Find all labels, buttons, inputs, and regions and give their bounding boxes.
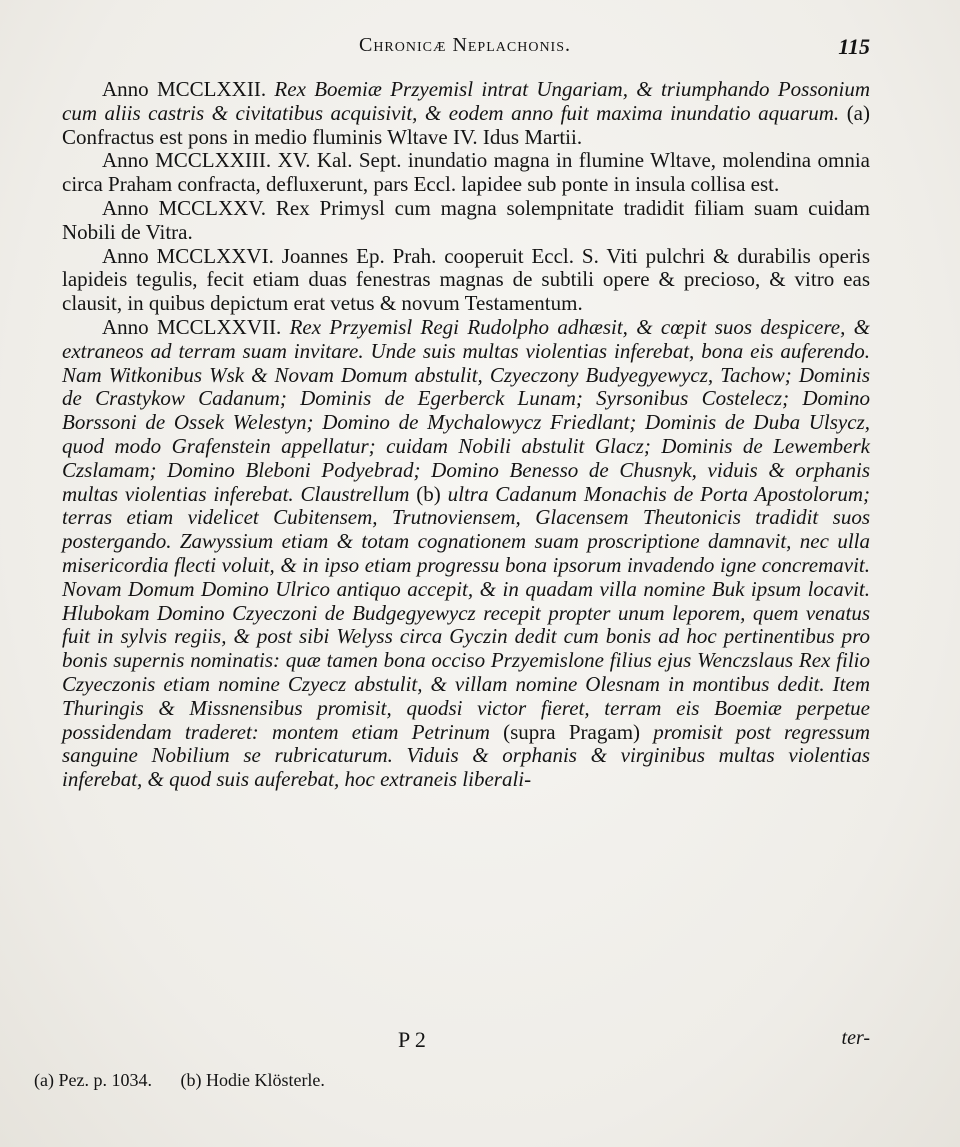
footnotes (34, 1070, 874, 1091)
footnote: (b) Hodie Klösterle. (180, 1070, 325, 1090)
signature-line (0, 1027, 960, 1053)
text-run: (a) Confractus est pons in medio fluminis Wltave IV. Idus Martii. (62, 100, 870, 149)
signature-mark: P 2 (398, 1027, 426, 1052)
italic-run: promisit post regressum sanguine Nobilium se rubricaturum. Viduis & orphanis & virginibus multas violentias inferebat, & quod suis auferebat, hoc extraneis liberali- (62, 719, 870, 792)
text-run: (supra Pragam) (489, 719, 654, 744)
text-run: Anno MCCLXXVII. (102, 314, 290, 339)
italic-run: ultra Cadanum Monachis de Porta Apostolorum; terras etiam videlicet Cubitensem, Trutnoviensem, Glacensem Theutonicis tradidit suos postergando. Zawyssium etiam & totam cognationem suam proscriptione damnavit, nec ulla misericordia flecti voluit, & in ipso etiam progressu bona ipsorum invadendo igne concremavit. Novam Domum Domino Ulrico antiquo accepit, & in quadam villa nomine Buk ipsum locavit. Hlubokam Domino Czyeczoni de Budgegyewycz recepit propter unum leporem, quem venatus fuit in sylvis regiis, & post sibi Welyss circa Gyczin dedit cum bonis ad hoc pertinentibus pro bonis supernis nominatis: quæ tamen bona occiso Przyemislone filius ejus Wenczslaus Rex filio Czyeczonis etiam nomine Czyecz abstulit, & villam nomine Olesnam in montibus dedit. Item Thuringis & Missnensibus promisit, quodsi victor fieret, terram eis Boemiæ perpetue possidendam traderet: montem etiam Petrinum (62, 481, 870, 744)
text-run: Anno MCCLXXII. (102, 77, 275, 101)
text-run: Anno MCCLXXV. Rex Primysl cum magna solempnitate tradidit filiam suam cuidam Nobili de Vitra. (62, 195, 870, 244)
text-run: Anno MCCLXXIII. XV. Kal. Sept. inundatio magna in flumine Wltave, molendina omnia circa Praham confracta, defluxerunt, pars Eccl. lapidee sub ponte in insula collisa est. (62, 148, 870, 197)
footnote: (a) Pez. p. 1034. (34, 1070, 152, 1090)
italic-run: Rex Boemiæ Przyemisl intrat Ungariam, & triumphando Possonium cum aliis castris & civitatibus acquisivit, & eodem anno fuit maxima inundatio aquarum. (62, 77, 870, 125)
paragraph (62, 245, 870, 316)
text-run: (b) (409, 481, 448, 506)
page-number: 115 (838, 34, 870, 59)
paragraph (62, 149, 870, 197)
paragraph (62, 78, 870, 149)
paragraph (62, 316, 870, 792)
paragraph (62, 197, 870, 245)
italic-run: Rex Przyemisl Regi Rudolpho adhæsit, & cœpit suos despicere, & extraneos ad terram suam invitare. Unde suis multas violentias inferebat, bona eis auferendo. Nam Witkonibus Wsk & Novam Domum abstulit, Czyeczony Budyegyewycz, Tachow; Dominis de Crastykow Cadanum; Dominis de Egerberck Lunam; Syrsonibus Costelecz; Domino Borssoni de Ossek Welestyn; Domino de Mychalowycz Friedlant; Dominis de Duba Ulsycz, quod modo Grafenstein appellatur; cuidam Nobili abstulit Glacz; Dominis de Lewemberk Czslamam; Domino Bleboni Podyebrad; Domino Benesso de Chusnyk, viduis & orphanis multas violentias inferebat. Claustrellum (62, 314, 870, 506)
text-run: Anno MCCLXXVI. Joannes Ep. Prah. cooperuit Eccl. S. Viti pulchri & durabilis operis lapideis tegulis, fecit etiam duas fenestras magnas de subtili opere & precioso, & vitro eas clausit, in quibus depictum erat vetus & novum Testamentum. (62, 243, 870, 316)
body-text (62, 78, 870, 792)
running-title: Chronicæ Neplachonis. (358, 34, 572, 56)
page-header (60, 34, 870, 64)
catchword: ter- (841, 1027, 870, 1049)
